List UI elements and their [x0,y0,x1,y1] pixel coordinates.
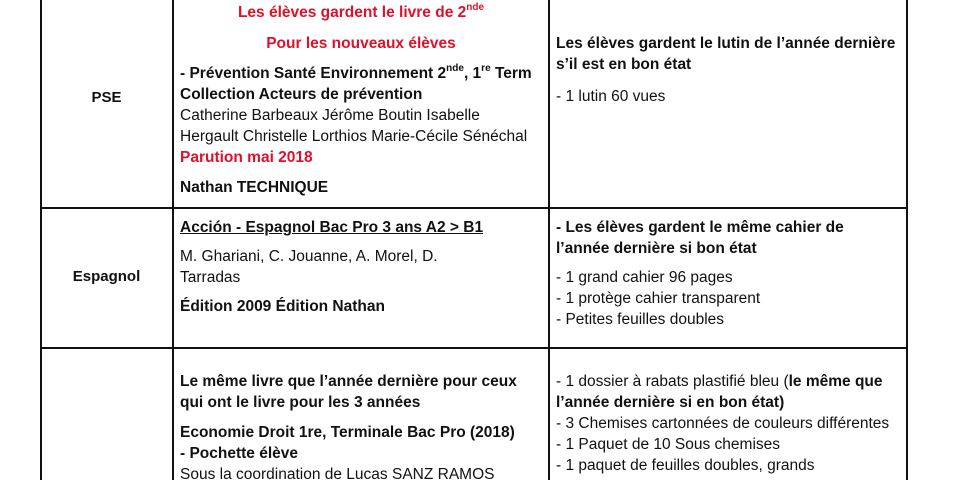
subject-espagnol: Espagnol [72,268,141,285]
espagnol-book-title: Acción - Espagnol Bac Pro 3 ans A2 > B1 [180,219,484,236]
eco-supply-item: - 3 Chemises cartonnées de couleurs différentes [556,415,890,432]
pse-book-title: - Prévention Santé Environnement 2nde, 1re Term Collection Acteurs de prévention [180,63,532,103]
eco-supply-item: - 1 dossier à rabats plastifié bleu (le même que l’année dernière si en bon état) [556,373,883,411]
espagnol-supply-item: - 1 grand cahier 96 pages [556,269,733,286]
eco-supplies-cell [556,371,900,476]
pse-publisher: Nathan TECHNIQUE [180,179,329,196]
pse-supply-item: - 1 lutin 60 vues [556,88,666,105]
subject-pse: PSE [91,89,122,106]
pse-keep-lutin-note: Les élèves gardent le lutin de l’année dernière s’il est en bon état [556,35,896,73]
table-border-left [40,0,42,480]
eco-keep-book-note: Le même livre que l’année dernière pour ceux qui ont le livre pour les 3 années [180,373,517,411]
row-divider-2 [40,347,908,349]
espagnol-book-cell [180,217,542,317]
eco-book-title: Economie Droit 1re, Terminale Bac Pro (2018) - Pochette élève [180,424,515,462]
eco-book-coordination: Sous la coordination de Lucas SANZ RAMOS [180,466,495,480]
pse-parution: Parution mai 2018 [180,149,313,166]
pse-new-students-note: Pour les nouveaux élèves [266,35,456,52]
eco-supply-item: - 1 Paquet de 10 Sous chemises [556,436,781,453]
espagnol-book-edition: Édition 2009 Édition Nathan [180,298,385,315]
pse-supplies-cell [556,33,900,107]
pse-keep-book-note: Les élèves gardent le livre de 2nde [237,2,485,21]
espagnol-keep-cahier-note: - Les élèves gardent le même cahier de l’année dernière si bon état [556,219,844,257]
table-divider-1 [172,0,174,480]
espagnol-supplies-cell [556,217,900,330]
pse-book-authors: Catherine Barbeaux Jérôme Boutin Isabelle Hergault Christelle Lorthios Marie-Cécile Sénéchal Parution mai 2018 [180,107,528,166]
table-border-right [906,0,908,480]
eco-book-cell [180,371,542,480]
pse-book-cell [180,2,542,198]
espagnol-supply-item: - Petites feuilles doubles [556,311,725,328]
espagnol-supply-item: - 1 protège cahier transparent [556,290,761,307]
espagnol-book-authors: M. Ghariani, C. Jouanne, A. Morel, D. Tarradas [180,248,438,286]
row-divider-1 [40,207,908,209]
eco-supply-item: - 1 paquet de feuilles doubles, grands [556,457,815,474]
table-divider-2 [548,0,550,480]
